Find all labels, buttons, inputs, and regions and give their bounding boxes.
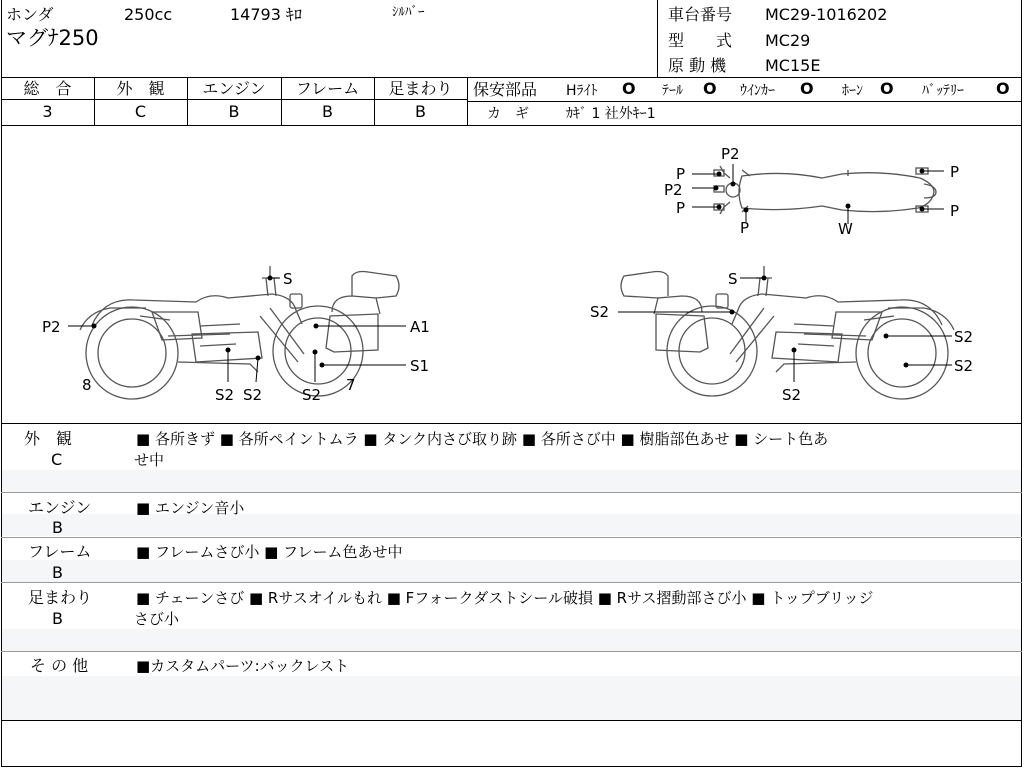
maker: ホンダ — [6, 5, 54, 24]
remark-text: ■ フレームさび小 ■ フレーム色あせ中 — [136, 543, 403, 561]
header-divider — [657, 0, 658, 77]
grade-table-mid-line — [1, 99, 467, 100]
grade-label: 総 合 — [23, 79, 72, 98]
mileage: 14793 ｷﾛ — [230, 5, 302, 24]
engine-model-label: 原 動 機 — [668, 56, 727, 75]
safety-item-headlight: Hﾗｲﾄ — [566, 83, 598, 99]
remark-text: ■カスタムパーツ:バックレスト — [136, 657, 350, 675]
remark-grade: C — [51, 450, 63, 469]
remark-category: エンジン — [28, 498, 92, 517]
grade-value: C — [134, 102, 147, 121]
remarks-row-frame-line2-bg — [2, 560, 1021, 582]
remark-grade: B — [52, 518, 63, 537]
left-label-s2: S2 — [302, 386, 322, 404]
remark-grade: B — [52, 563, 63, 582]
body-color: ｼﾙﾊﾞｰ — [392, 5, 425, 20]
remarks-divider — [1, 651, 1022, 652]
grade-table-top-line — [1, 77, 1022, 78]
remarks-divider — [1, 720, 1022, 721]
top-label-p: P — [676, 199, 686, 217]
grade-value: B — [415, 102, 426, 121]
safety-item-horn: ﾎｰﾝ — [842, 83, 863, 99]
right-label-s2: S2 — [954, 328, 974, 346]
grade-label: フレーム — [295, 79, 360, 98]
key-value: ｶｷﾞ 1 社外ｷｰ1 — [566, 106, 656, 122]
left-label-s2: S2 — [243, 386, 263, 404]
left-label-8: 8 — [82, 376, 92, 394]
left-label-s1: S1 — [410, 357, 430, 375]
safety-mid-line — [467, 101, 1022, 102]
remark-text: ■ エンジン音小 — [136, 499, 245, 517]
left-label-7: 7 — [346, 376, 356, 394]
remark-category: 外 観 — [24, 429, 73, 448]
grade-value: B — [322, 102, 333, 121]
remarks-divider — [1, 492, 1022, 493]
remarks-divider — [1, 537, 1022, 538]
remark-text: ■ 各所きず ■ 各所ペイントムラ ■ タンク内さび取り跡 ■ 各所さび中 ■ 樹脂部色あせ ■ シート色あ — [136, 430, 829, 448]
remark-category: 足まわり — [28, 588, 93, 607]
grade-value: B — [228, 102, 240, 121]
chassis-value: MC29-1016202 — [765, 5, 888, 24]
right-label-s2: S2 — [782, 386, 802, 404]
top-label-p2: P2 — [721, 145, 740, 163]
remarks-row-other-line2-bg — [2, 676, 1021, 720]
left-label-s: S — [283, 270, 293, 288]
top-label-w: W — [838, 220, 853, 238]
chassis-label: 車台番号 — [668, 5, 733, 24]
remarks-row-suspension-line2-bg — [2, 629, 1021, 651]
remark-text: ■ チェーンさび ■ Rサスオイルもれ ■ Fフォークダストシール破損 ■ Rサス摺動部さび小 ■ トップブリッジ — [136, 589, 874, 607]
safety-item-battery: ﾊﾞｯﾃﾘｰ — [922, 83, 964, 99]
model-name: マグﾅ250 — [6, 26, 99, 50]
remark-text-cont: せ中 — [134, 451, 165, 469]
type-label: 型 式 — [668, 31, 733, 50]
safety-item-winker: ｳｲﾝｶｰ — [740, 83, 775, 99]
grade-col-divider — [467, 77, 468, 125]
remarks-divider — [1, 582, 1022, 583]
top-label-p: P — [676, 165, 686, 183]
grade-label: エンジン — [202, 79, 266, 98]
diagram-bottom-line — [1, 423, 1022, 424]
left-label-a1: A1 — [410, 318, 430, 336]
top-label-p: P — [740, 219, 750, 237]
top-label-p: P — [950, 163, 960, 181]
remark-grade: B — [52, 609, 63, 628]
right-label-s2: S2 — [590, 303, 610, 321]
remarks-row-engine-line2-bg — [2, 514, 1021, 536]
displacement: 250cc — [124, 5, 173, 24]
engine-model-value: MC15E — [765, 56, 821, 75]
safety-mark: O — [880, 79, 894, 98]
bike-diagram — [0, 126, 1022, 423]
right-view-bike — [621, 266, 954, 399]
safety-mark: O — [703, 79, 717, 98]
left-label-s2: S2 — [215, 386, 235, 404]
safety-mark: O — [996, 79, 1010, 98]
remark-category: フレーム — [28, 542, 92, 561]
remark-category: そ の 他 — [30, 656, 89, 675]
grade-label: 外 観 — [116, 79, 165, 98]
key-label: カ ギ — [487, 106, 529, 122]
right-label-s2: S2 — [954, 357, 974, 375]
remarks-row-exterior-line2-bg — [2, 470, 1021, 492]
top-label-p: P — [950, 202, 960, 220]
safety-label: 保安部品 — [473, 80, 538, 99]
safety-item-tail: ﾃｰﾙ — [662, 83, 683, 99]
type-value: MC29 — [765, 31, 811, 50]
left-label-p2: P2 — [42, 318, 61, 336]
top-label-p2: P2 — [664, 181, 683, 199]
safety-mark: O — [622, 79, 636, 98]
top-view-bike — [714, 166, 936, 214]
right-label-s: S — [728, 270, 738, 288]
grade-value: 3 — [42, 102, 53, 121]
remark-text-cont: さび小 — [134, 610, 180, 628]
safety-mark: O — [800, 79, 814, 98]
grade-label: 足まわり — [388, 79, 453, 98]
